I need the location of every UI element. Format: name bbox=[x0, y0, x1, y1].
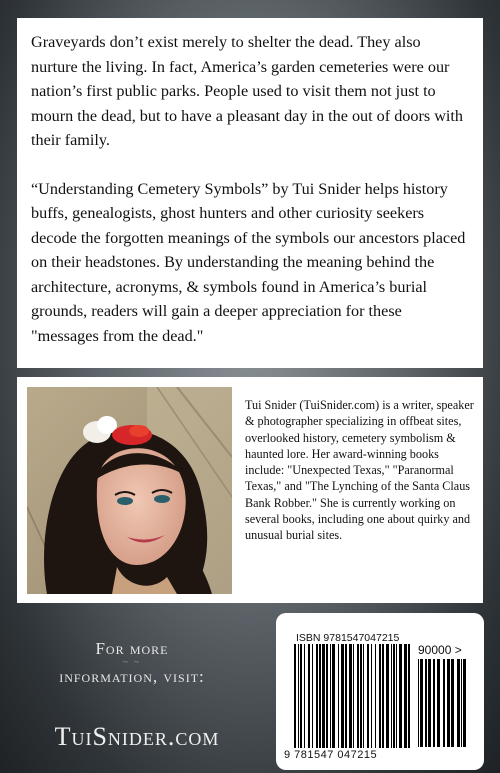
barcode-bar bbox=[338, 644, 339, 748]
more-info-line-1: For more bbox=[95, 639, 169, 658]
barcode-bar bbox=[360, 644, 362, 748]
barcode-bar bbox=[461, 659, 462, 747]
barcode-bar bbox=[326, 644, 328, 748]
barcode-bar bbox=[371, 644, 372, 748]
price-barcode bbox=[418, 659, 466, 747]
barcode-bar bbox=[363, 644, 364, 748]
barcode-bar bbox=[357, 644, 359, 748]
barcode-bar bbox=[294, 644, 296, 748]
barcode-bar bbox=[330, 644, 331, 748]
barcode-bar bbox=[408, 644, 410, 748]
barcode-bar bbox=[322, 644, 325, 748]
barcode-bar bbox=[393, 644, 395, 748]
barcode-bar bbox=[418, 659, 419, 747]
barcode-bar bbox=[341, 644, 344, 748]
barcode-bar bbox=[404, 644, 407, 748]
isbn-label: ISBN 9781547047215 bbox=[296, 632, 400, 644]
description-paragraph-2: “Understanding Cemetery Symbols” by Tui Snider helps history buffs, genealogists, ghost hunters and other curiosity seekers decode the forgotten meanings of the symbols our ancestors placed on their headstones. By understanding the meaning behind the architecture, acronyms, & symbols found in America’s burial grounds, readers will gain a deeper appreciation for these "messages from the dead." bbox=[31, 179, 466, 345]
barcode-bar bbox=[304, 644, 305, 748]
barcode-bar bbox=[463, 659, 466, 747]
barcode-bar bbox=[433, 659, 435, 747]
more-info-text bbox=[22, 639, 242, 687]
description-paragraph-1: Graveyards don’t exist merely to shelter the dead. They also nurture the living. In fact, America’s garden cemeteries were our nation’s first public parks. People used to visit them not just to mourn the dead, but to have a pleasant day in the out of doors with their family. bbox=[31, 33, 464, 149]
barcode-bar bbox=[451, 659, 454, 747]
barcode-bar bbox=[332, 644, 335, 748]
barcode-bar bbox=[457, 659, 460, 747]
barcode-bar bbox=[399, 644, 402, 748]
decorative-separator: ~ ~ bbox=[123, 657, 141, 667]
barcode-bar bbox=[319, 644, 321, 748]
barcode-bar bbox=[428, 659, 431, 747]
barcode-bar bbox=[367, 644, 369, 748]
barcode-bar bbox=[379, 644, 381, 748]
barcode-bar bbox=[312, 644, 313, 748]
price-code: 90000 > bbox=[418, 643, 462, 657]
more-info-line-2: information, visit: bbox=[59, 667, 205, 686]
barcode-bar bbox=[425, 659, 427, 747]
barcode-panel bbox=[276, 613, 484, 770]
website-link[interactable]: TuiSnider.com bbox=[54, 722, 220, 751]
barcode-bar bbox=[443, 659, 445, 747]
barcode-bar bbox=[345, 644, 347, 748]
barcode-bar bbox=[447, 659, 450, 747]
barcode-bar bbox=[375, 644, 376, 748]
barcode-bar bbox=[316, 644, 318, 748]
barcode-bar bbox=[349, 644, 352, 748]
author-photo bbox=[27, 387, 232, 594]
barcode-bar bbox=[308, 644, 310, 748]
barcode-bar bbox=[382, 644, 384, 748]
isbn-digits: 9 781547 047215 bbox=[284, 749, 378, 761]
barcode-bar bbox=[298, 644, 299, 748]
barcode-bar bbox=[386, 644, 389, 748]
barcode-bar bbox=[391, 644, 392, 748]
author-bio-text: Tui Snider (TuiSnider.com) is a writer, speaker & photographer specializing in offbeat sites, overlooked history, cemetery symbolism & haunted lore. Her award-winning books include: "Unexpected Texas," "Paranormal Texas," and "The Lynching of the Santa Claus Bank Robber." She is currently working on several books, including one about quirky and unusual burial sites. bbox=[245, 398, 474, 543]
barcode-bar bbox=[437, 659, 440, 747]
barcode-bar bbox=[420, 659, 423, 747]
barcode-bar bbox=[396, 644, 397, 748]
barcode-bar bbox=[300, 644, 302, 748]
barcode-bar bbox=[353, 644, 354, 748]
author-bio-box bbox=[17, 377, 483, 603]
isbn-barcode bbox=[294, 644, 412, 748]
book-description-box bbox=[17, 18, 483, 368]
